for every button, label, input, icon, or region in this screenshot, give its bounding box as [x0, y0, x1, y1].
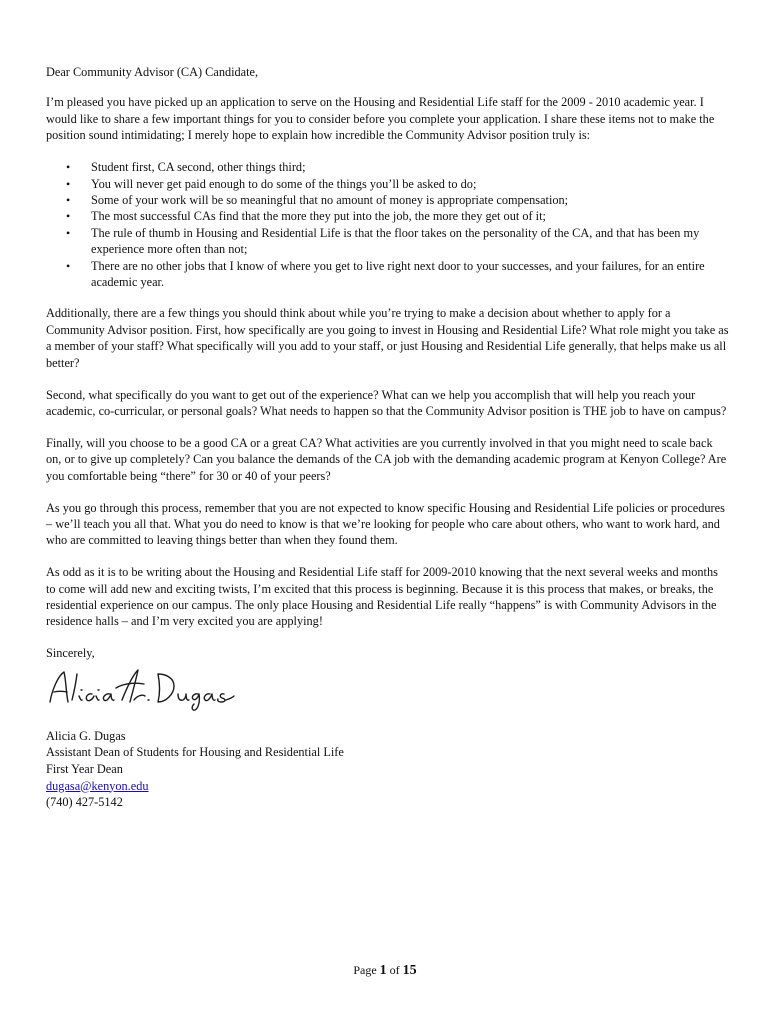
- paragraph-closing-thoughts: As odd as it is to be writing about the Housing and Residential Life staff for 2009-2010 knowing that the next several weeks and months to come will add new and exciting twists, I’m excited that this process is beginning. Because it is this process that makes, or breaks, the residential experience on our campus. The only place Housing and Residential Life really “happens” is with Community Advisors in the residence halls – and I’m very excited you are applying!: [46, 565, 718, 629]
- bullet-text: You will never get paid enough to do some of the things you’ll be asked to do;: [91, 176, 477, 191]
- email-link[interactable]: dugasa@kenyon.edu: [46, 778, 149, 793]
- list-item: [46, 192, 730, 208]
- page-word: Page: [353, 963, 377, 977]
- bullet-icon: •: [66, 192, 71, 207]
- bullet-icon: •: [66, 160, 71, 175]
- list-item: [46, 159, 730, 175]
- paragraph-finally: Finally, will you choose to be a good CA or a great CA? What activities are you currently involved in that you might need to scale back on, or to give up completely? Can you balance the demands of the CA job with the demanding academic program at Kenyon College? Are you comfortable being “there” for 30 or 40 of your peers?: [46, 435, 727, 483]
- page-total: 15: [402, 963, 417, 978]
- closing: Sincerely,: [46, 646, 95, 661]
- salutation: Dear Community Advisor (CA) Candidate,: [46, 65, 259, 79]
- paragraph-process: As you go through this process, remember that you are not expected to know specific Housing and Residential Life policies or procedures – we’ll teach you all that. What you do need to know is that we’re looking for people who care about others, who want to work hard, and who are committed to leaving things better than when they found them.: [46, 500, 725, 548]
- signature-image: [46, 666, 730, 714]
- signer-name: Alicia G. Dugas: [46, 728, 126, 743]
- signature-icon: [46, 666, 236, 714]
- list-item: [46, 258, 730, 291]
- intro-paragraph: I’m pleased you have picked up an application to serve on the Housing and Residential Life staff for the 2009 - 2010 academic year. I would like to share a few important things for you to consider before you complete your application. I share these items not to make the position sound intimidating; I merely hope to explain how incredible the Community Advisor position truly is:: [46, 95, 715, 143]
- signer-phone: (740) 427-5142: [46, 795, 123, 810]
- page-footer: [0, 962, 770, 979]
- bullet-icon: •: [66, 209, 71, 224]
- bullet-text: The rule of thumb in Housing and Residential Life is that the floor takes on the personality of the CA, and that has been my experience more often than not;: [91, 225, 700, 257]
- bullet-list: [46, 159, 730, 290]
- of-word: of: [389, 963, 400, 977]
- bullet-text: Some of your work will be so meaningful that no amount of money is appropriate compensation;: [91, 192, 569, 207]
- signer-title: Assistant Dean of Students for Housing and Residential Life: [46, 745, 344, 760]
- list-item: [46, 176, 730, 192]
- signature-block: [46, 728, 730, 811]
- bullet-icon: •: [66, 225, 71, 240]
- bullet-text: The most successful CAs find that the more they put into the job, the more they get out of it;: [91, 209, 546, 224]
- bullet-icon: •: [66, 176, 71, 191]
- list-item: [46, 225, 730, 258]
- list-item: [46, 208, 730, 224]
- page-current: 1: [379, 963, 387, 978]
- paragraph-additionally: Additionally, there are a few things you should think about while you’re trying to make a decision about whether to apply for a Community Advisor position. First, how specifically are you going to invest in Housing and Residential Life? What role might you take as a member of your staff? What specifically will you add to your staff, or just Housing and Residential Life generally, that helps make us all better?: [46, 306, 729, 370]
- paragraph-second: Second, what specifically do you want to get out of the experience? What can we help you accomplish that will help you reach your academic, co-curricular, or personal goals? What needs to happen so that the Community Advisor position is THE job to have on campus?: [46, 387, 727, 418]
- bullet-text: Student first, CA second, other things third;: [91, 160, 306, 175]
- bullet-icon: •: [66, 258, 71, 273]
- bullet-text: There are no other jobs that I know of where you get to live right next door to your successes, and your failures, for an entire academic year.: [91, 258, 705, 289]
- letter-body: [46, 64, 730, 811]
- signer-role: First Year Dean: [46, 761, 123, 776]
